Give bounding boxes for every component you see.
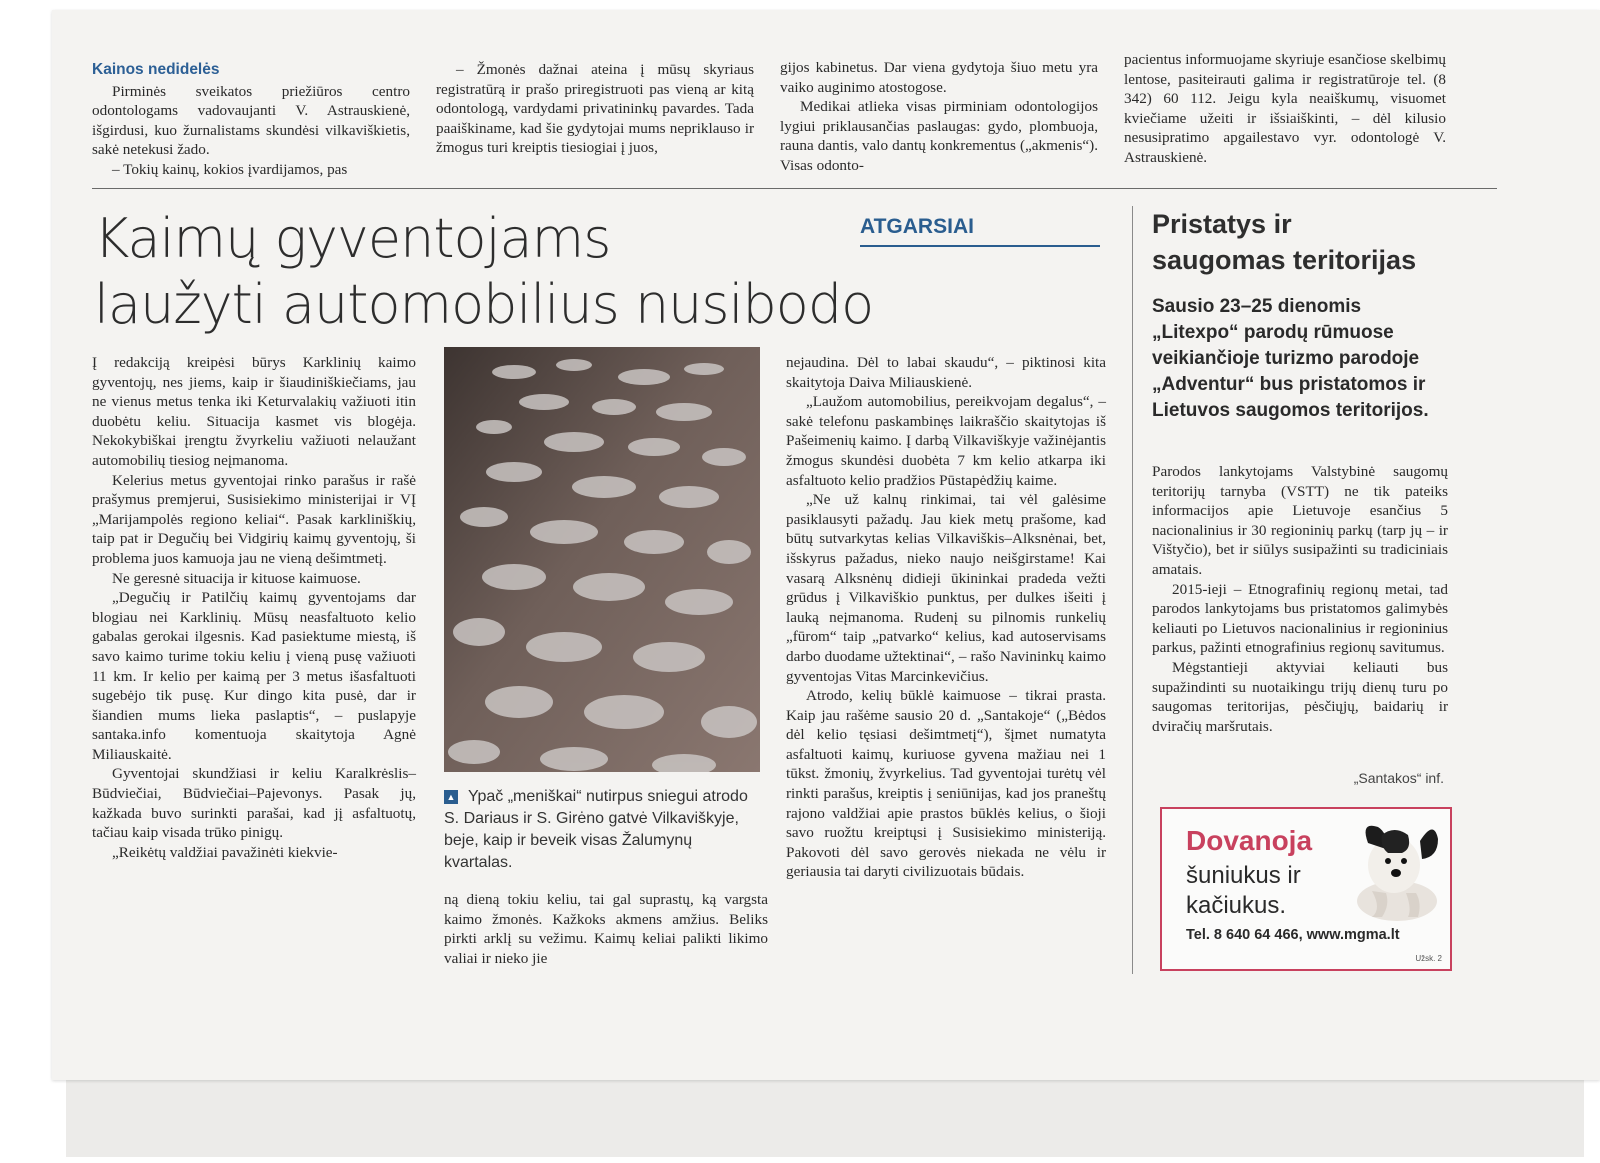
top-article-col2 bbox=[436, 60, 754, 158]
paragraph: Atrodo, kelių būklė kaimuose – tikrai prasta. Kaip jau rašėme sausio 20 d. „Santakoje“ („Bėdos dėl kelio tęsiasi dešimtmetį“), šįmet numatyta asfaltuoti kaimų, kuriuose gyvena mažiau nei 1 tūkst. žmonių, žvyrkelius. Tad gyventojai turėtų vėl rinkti parašus, kreiptis į seniūnijas, kad jos praneštų rajono valdžiai apie prastos būklės kelius, o šioji savo ruožtu kreiptųsi į Susisiekimo ministeriją. Pakovoti dėl savo gerovės niekada ne vėlu ir geriausia tai daryti civilizuotais būdais. bbox=[786, 687, 1106, 881]
main-article-col3 bbox=[786, 353, 1106, 882]
paragraph: Mėgstantieji aktyviai keliauti bus supažindinti su nuotaikingu trijų dienų turu po saugomas teritorijas, pėsčiųjų, baidarių ir dviračių maršrutais. bbox=[1152, 658, 1448, 735]
underlying-page bbox=[66, 1068, 1584, 1157]
sidebar-lead: Sausio 23–25 dienomis „Litexpo“ parodų rūmuose veikiančioje turizmo parodoje „Adventur“ bus pristatomos ir Lietuvos saugomos teritorijos. bbox=[1152, 296, 1429, 421]
caption-triangle-icon: ▲ bbox=[444, 790, 458, 804]
paragraph: 2015-ieji – Etnografinių regionų metai, tad parodos lankytojams bus pristatomos galimybės keliauti po Lietuvos nacionalinius ir regioninius parkus, pažinti etnografinius regionų savitumus. bbox=[1152, 580, 1448, 657]
paragraph: Į redakciją kreipėsi būrys Karklinių kaimo gyventojų, nes jiems, kaip ir šiaudiniškiečiams, jau ne vienus metus tenka iki Keturvalakių važiuoti itin duobėtu keliu. Situacija kasmet vis blogėja. Nekokybiškai įrengtu žvyrkeliu važiuoti nelaužant automobilių tiesiog neįmanoma. bbox=[92, 354, 416, 469]
newspaper-page bbox=[52, 10, 1600, 1080]
main-article-col1 bbox=[92, 353, 416, 862]
paragraph: Kelerius metus gyventojai rinko parašus ir rašė prašymus premjerui, Susisiekimo ministerijai ir VĮ „Marijampolės regiono keliai“. Pasak karkliniškių, taip pat ir Degučių bei Vidgirių kaimų gyventojų, ši problema juos kamuoja jau ne vieną dešimtmetį. bbox=[92, 471, 416, 567]
headline-line-2: laužyti automobilius nusibodo bbox=[94, 273, 874, 336]
sidebar-title-line-1: Pristatys ir bbox=[1152, 209, 1292, 239]
top-article-col4 bbox=[1124, 50, 1446, 168]
ad-code: Užsk. 2 bbox=[1415, 954, 1442, 963]
headline bbox=[94, 206, 874, 338]
puppy-image bbox=[1342, 813, 1448, 923]
paragraph: „Reikėtų valdžiai pavažinėti kiekvie- bbox=[112, 843, 338, 861]
sidebar-body bbox=[1152, 462, 1448, 736]
paragraph: – Žmonės dažnai ateina į mūsų skyriaus registratūrą ir prašo priregistruoti pas vieną ar kitą odontologą, vardydami privatininkų pavardes. Tada paaiškiname, kad šie gydytojai mums nepriklauso ir žmogus turi kreiptis tiesiogiai į juos, bbox=[436, 61, 754, 157]
paragraph: Ne geresnė situacija ir kituose kaimuose. bbox=[112, 569, 361, 587]
sidebar-title bbox=[1152, 206, 1462, 278]
paragraph: Medikai atlieka visas pirminiam odontologijos lygiui priklausančias paslaugas: gydo, plombuoja, rauna dantis, valo dantų konkrementus („akmenis“). Visas odonto- bbox=[780, 98, 1098, 174]
paragraph: „Laužom automobilius, pereikvojam degalus“, – sakė telefonu paskambinęs laikraščio skaitytojas iš Pašeimenių kaimo. Į darbą Vilkaviškyje važinėjantis žmogus skundėsi duobėta 7 km kelio atkarpa iki asfaltuoto kelio pradžios Pūstapėdžių kaime. bbox=[786, 393, 1106, 489]
photo-caption bbox=[444, 786, 764, 874]
paragraph: „Degučių ir Patilčių kaimų gyventojams dar blogiau nei Karklinių. Mūsų neasfaltuoto kelio gabalas gerokai ilgesnis. Kad pasiektume miestą, iš savo kaimo turime tokiu keliu į vieną pusę važiuoti 11 km. Ir kelio per kaimą per 3 metus išasfaltuoti sugebėjo tik pusę. Kur dingo kita pusė, dar ir šiandien mums lieka paslaptis“, – puslapyje santaka.info komentuoja skaitytoja Agnė Miliauskaitė. bbox=[92, 589, 416, 763]
headline-line-1: Kaimų gyventojams bbox=[94, 207, 611, 270]
top-article-col1 bbox=[92, 60, 410, 180]
top-subhead: Kainos nedidelės bbox=[92, 61, 220, 78]
paragraph: ną dieną tokiu keliu, tai gal suprastų, ką vargsta kaimo žmonės. Kažkoks akmens amžius. Beliks pirkti arklį su vežimu. Kaimų keliai palikti likimo valiai ir nieko jie bbox=[444, 891, 768, 967]
paragraph: gijos kabinetus. Dar viena gydytoja šiuo metu yra vaiko auginimo atostogose. bbox=[780, 59, 1098, 96]
main-article-col2 bbox=[444, 890, 768, 968]
puddle-road-image bbox=[444, 347, 760, 772]
ad-contact: Tel. 8 640 64 466, www.mgma.lt bbox=[1186, 927, 1400, 943]
ad-subtitle: šuniukus ir kačiukus. bbox=[1186, 862, 1301, 919]
horizontal-rule bbox=[92, 188, 1497, 189]
paragraph: – Tokių kainų, kokios įvardijamos, pas bbox=[112, 160, 348, 178]
top-article-col3 bbox=[780, 58, 1098, 176]
paragraph: nejaudina. Dėl to labai skaudu“, – piktinosi kita skaitytoja Daiva Miliauskienė. bbox=[786, 354, 1106, 391]
section-tag: ATGARSIAI bbox=[860, 215, 1100, 247]
paragraph: Pirminės sveikatos priežiūros centro odontologams vadovaujanti V. Astrauskienė, išgirdusi, kuo žurnalistams skundėsi vilkaviškietis, sakė netekusi žado. bbox=[92, 82, 410, 159]
caption-text: Ypač „meniškai“ nutirpus sniegui atrodo S. Dariaus ir S. Girėno gatvė Vilkaviškyje, beje, kaip ir beveik visas Žalumynų kvartalas. bbox=[444, 788, 748, 871]
paragraph: pacientus informuojame skyriuje esančiose skelbimų lentose, pasiteirauti galima ir registratūroje tel. (8 342) 60 112. Jeigu kyla neaiškumų, visuomet kviečiame užeiti ir išsiaiškinti, – dėl kilusio nesusipratimo apgailestavo vyr. odontologė V. Astrauskienė. bbox=[1124, 51, 1446, 166]
paragraph: Gyventojai skundžiasi ir keliu Karalkrėslis–Būdviečiai, Būdviečiai–Pajevonys. Pasak jų, kažkada buvo surinkti parašai, kad jį asfaltuotų, tačiau kaip visada trūko pinigų. bbox=[92, 765, 416, 842]
column-separator bbox=[1132, 206, 1133, 974]
street-photo bbox=[444, 347, 760, 772]
classified-ad bbox=[1160, 807, 1452, 971]
paragraph: „Ne už kalnų rinkimai, tai vėl galėsime pasiklausyti pažadų. Jau kiek metų prašome, kad būtų sutvarkytas kelias Vilkaviškis–Alksnėnai, bet, išskyrus pažadus, nieko naujo neišgirstame! Kai vasarą Alksnėnų didieji ūkininkai pradeda vežti grūdus į Vilkaviškio punktus, per dulkes išeiti į lauką neįmanoma. Rudenį su pilnomis runkelių „fūrom“ taip „patvarko“ kelius, kad autoservisams darbo duodame užtektinai“, – rašo Navininkų kaimo gyventojas Vitas Marcinkevičius. bbox=[786, 491, 1106, 685]
ad-title: Dovanoja bbox=[1186, 825, 1313, 856]
sidebar-source: „Santakos“ inf. bbox=[1353, 770, 1444, 786]
sidebar-title-line-2: saugomas teritorijas bbox=[1152, 245, 1417, 275]
paragraph: Parodos lankytojams Valstybinė saugomų teritorijų tarnyba (VSTT) ne tik pateiks informacijos apie Lietuvoje esančius 5 nacionalinius ir 30 regioninių parkų (tarp jų – ir Vištyčio), bet ir siūlys susipažinti su tradiciniais amatais. bbox=[1152, 463, 1448, 578]
